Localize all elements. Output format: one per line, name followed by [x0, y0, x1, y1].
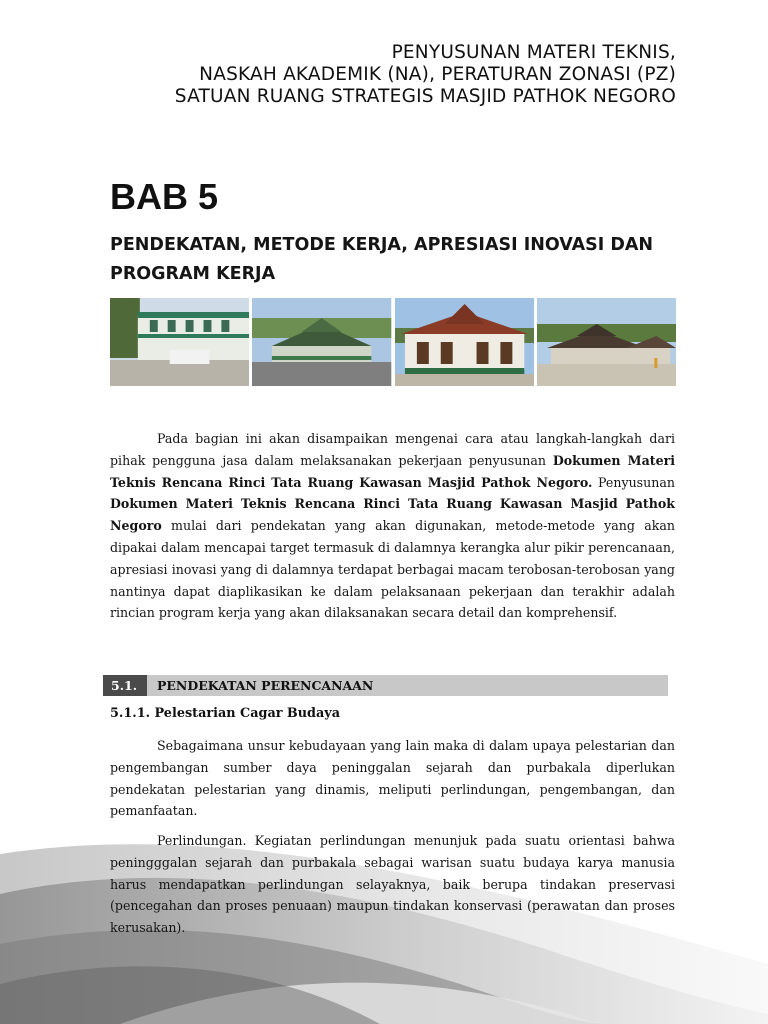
mosque-photo-2: [252, 298, 391, 386]
intro-paragraph: [110, 428, 675, 624]
intro-text-1: Pada bagian ini akan disampaikan mengenai cara atau langkah-langkah dari pihak pengguna jasa dalam melaksanakan pekerjaan penyusunan: [110, 431, 675, 468]
chapter-label: BAB 5: [110, 176, 219, 217]
section-number: 5.1.: [103, 675, 147, 696]
intro-text-2: Penyusunan: [592, 474, 675, 490]
mosque-photo-3: [395, 298, 534, 386]
document-header: [175, 42, 676, 108]
header-line-1: PENYUSUNAN MATERI TEKNIS,: [391, 42, 676, 63]
mosque-photo-4: [537, 298, 676, 386]
mosque-photo-1: [110, 298, 249, 386]
intro-bold-1: Dokumen Materi Teknis Rencana Rinci Tata Ruang Kawasan Masjid Pathok Negoro.: [110, 452, 676, 490]
mosque-photo-strip: [110, 298, 676, 386]
header-line-3: SATUAN RUANG STRATEGIS MASJID PATHOK NEGORO: [174, 86, 676, 107]
chapter-title: PENDEKATAN, METODE KERJA, APRESIASI INOVASI DAN PROGRAM KERJA: [110, 235, 654, 284]
intro-bold-2: Dokumen Materi Teknis Rencana Rinci Tata Ruang Kawasan Masjid Pathok Negoro: [110, 496, 675, 534]
header-line-2: NASKAH AKADEMIK (NA), PERATURAN ZONASI (PZ): [199, 64, 676, 85]
section-heading-bar: [103, 675, 668, 696]
body-paragraph-1: Sebagaimana unsur kebudayaan yang lain maka di dalam upaya pelestarian dan pengembangan sumber daya peninggalan sejarah dan purbakala diperlukan pendekatan pelestarian yang dinamis, meliputi perlindungan, pengembangan, dan pemanfaatan.: [110, 738, 675, 819]
intro-text-3: mulai dari pendekatan yang akan digunakan, metode-metode yang akan dipakai dalam mencapai target termasuk di dalamnya kerangka alur pikir perencanaan, apresiasi inovasi yang di dalamnya terdapat berbagai macam terobosan-terobosan yang nantinya dapat diaplikasikan ke dalam pelaksanaan pekerjaan dan terakhir adalah rincian program kerja yang akan dilaksanakan secara detail dan komprehensif.: [110, 518, 675, 621]
body-paragraph-2: Perlindungan. Kegiatan perlindungan menunjuk pada suatu orientasi bahwa peningggalan sejarah dan purbakala sebagai warisan suatu budaya karya manusia harus mendapatkan perlindungan selayaknya, baik berupa tindakan preservasi (pencegahan dan proses penuaan) maupun tindakan konservasi (perawatan dan proses kerusakan).: [110, 833, 675, 936]
section-title: PENDEKATAN PERENCANAAN: [157, 678, 374, 693]
subsection-title: 5.1.1. Pelestarian Cagar Budaya: [110, 706, 341, 721]
